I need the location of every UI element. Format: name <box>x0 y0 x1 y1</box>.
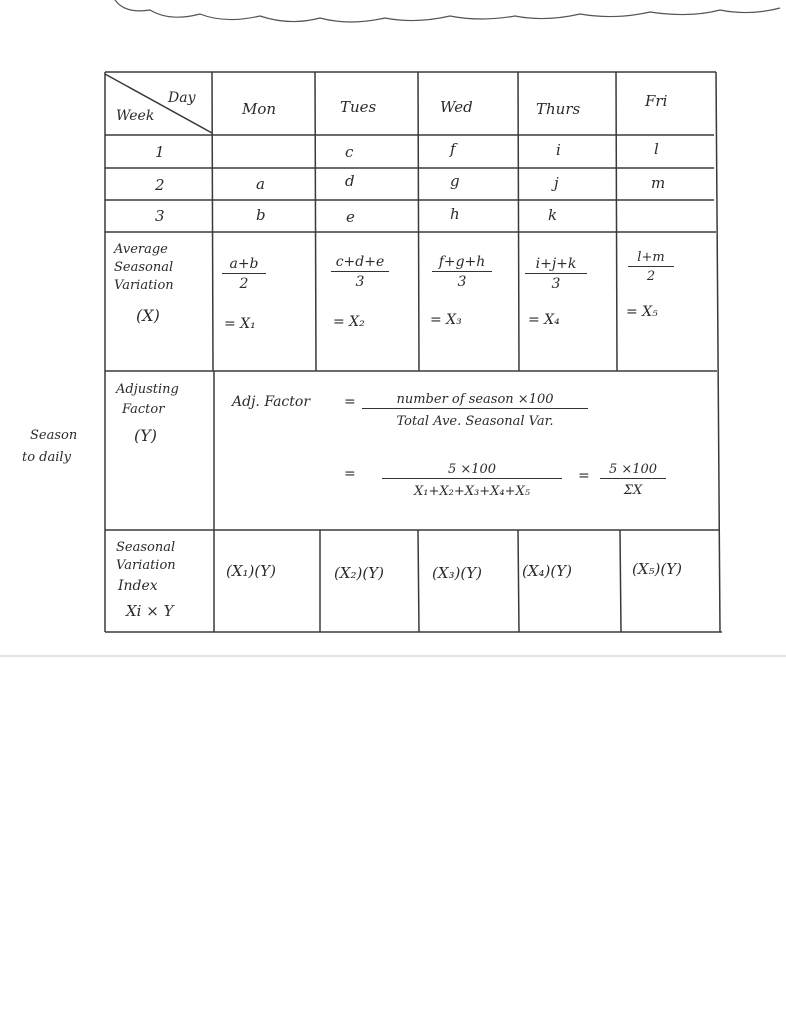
adj-eq-1: = <box>344 394 356 410</box>
day-header-wed: Wed <box>440 98 473 116</box>
cell-w1-wed: f <box>450 140 456 158</box>
cell-w2-mon: a <box>256 175 265 193</box>
avg-frac-mon-den: 2 <box>239 276 249 292</box>
day-header-mon: Mon <box>242 100 277 118</box>
cell-w2-wed: g <box>450 172 460 190</box>
day-header-thurs: Thurs <box>536 100 581 118</box>
avg-label-line1: Average <box>114 242 168 257</box>
avg-result-thurs: = X₄ <box>528 312 560 328</box>
avg-frac-tues-den: 3 <box>355 274 365 290</box>
avg-frac-tues-num: c+d+e <box>331 254 389 272</box>
index-label-line4: Xi × Y <box>126 602 174 620</box>
side-note-line2: to daily <box>22 450 71 465</box>
avg-frac-mon-num: a+b <box>222 256 266 274</box>
day-header-tues: Tues <box>340 98 377 116</box>
avg-result-mon: = X₁ <box>224 316 256 332</box>
index-cell-thurs: (X₄)(Y) <box>522 562 573 580</box>
avg-frac-wed-num: f+g+h <box>432 254 492 272</box>
avg-frac-thurs <box>525 256 587 292</box>
cell-w3-thurs: k <box>548 206 558 224</box>
adj-label-line1: Adjusting <box>116 382 179 397</box>
adj-formula-fraction <box>362 392 588 429</box>
adj-frac3-num: 5 ×100 <box>600 462 666 479</box>
index-label-line2: Variation <box>116 558 176 573</box>
cell-w2-tues: d <box>345 172 355 190</box>
adj-fraction-2 <box>382 462 562 499</box>
avg-frac-wed <box>432 254 492 290</box>
avg-frac-fri <box>628 250 674 284</box>
avg-result-tues: = X₂ <box>333 314 365 330</box>
week-label-1: 1 <box>155 143 165 161</box>
avg-result-fri: = X₅ <box>626 304 658 320</box>
cell-w3-mon: b <box>256 206 266 224</box>
adj-label-line3: (Y) <box>134 426 158 445</box>
cell-w1-tues: c <box>345 143 354 161</box>
adj-label-line2: Factor <box>122 402 165 417</box>
avg-frac-thurs-num: i+j+k <box>525 256 587 274</box>
corner-week-label: Week <box>116 108 155 124</box>
cell-w3-tues: e <box>346 208 355 226</box>
adj-eq-3: = <box>578 468 590 484</box>
avg-frac-wed-den: 3 <box>457 274 467 290</box>
week-label-3: 3 <box>155 207 165 225</box>
day-header-fri: Fri <box>645 92 668 110</box>
index-cell-mon: (X₁)(Y) <box>226 562 277 580</box>
avg-label-line3: Variation <box>114 278 174 293</box>
cell-w1-fri: l <box>654 140 659 158</box>
adj-factor-label: Adj. Factor <box>232 394 311 410</box>
cell-w3-wed: h <box>450 205 460 223</box>
avg-result-wed: = X₃ <box>430 312 462 328</box>
adj-fraction-3 <box>600 462 666 498</box>
adj-formula-den: Total Ave. Seasonal Var. <box>396 414 554 429</box>
side-note-line1: Season <box>30 428 78 443</box>
scan-edge <box>0 655 786 657</box>
cell-w2-thurs: j <box>554 174 559 192</box>
avg-frac-mon <box>222 256 266 292</box>
index-label-line3: Index <box>118 578 158 594</box>
index-cell-wed: (X₃)(Y) <box>432 564 483 582</box>
avg-frac-thurs-den: 3 <box>551 276 561 292</box>
top-wavy-line <box>115 0 780 22</box>
avg-frac-fri-den: 2 <box>646 269 656 284</box>
adj-frac2-den: X₁+X₂+X₃+X₄+X₅ <box>414 484 530 499</box>
adj-formula-num: number of season ×100 <box>362 392 588 409</box>
avg-label-line4: (X) <box>136 306 160 325</box>
cell-w1-thurs: i <box>556 141 561 159</box>
adj-frac2-num: 5 ×100 <box>382 462 562 479</box>
avg-frac-tues <box>331 254 389 290</box>
corner-day-label: Day <box>168 90 196 106</box>
adj-frac3-den: ΣX <box>623 483 643 498</box>
avg-frac-fri-num: l+m <box>628 250 674 267</box>
cell-w2-fri: m <box>651 174 666 192</box>
index-cell-tues: (X₂)(Y) <box>334 564 385 582</box>
index-label-line1: Seasonal <box>116 540 176 555</box>
adj-eq-2: = <box>344 466 356 482</box>
index-cell-fri: (X₅)(Y) <box>632 560 683 578</box>
week-label-2: 2 <box>155 176 165 194</box>
avg-label-line2: Seasonal <box>114 260 174 275</box>
